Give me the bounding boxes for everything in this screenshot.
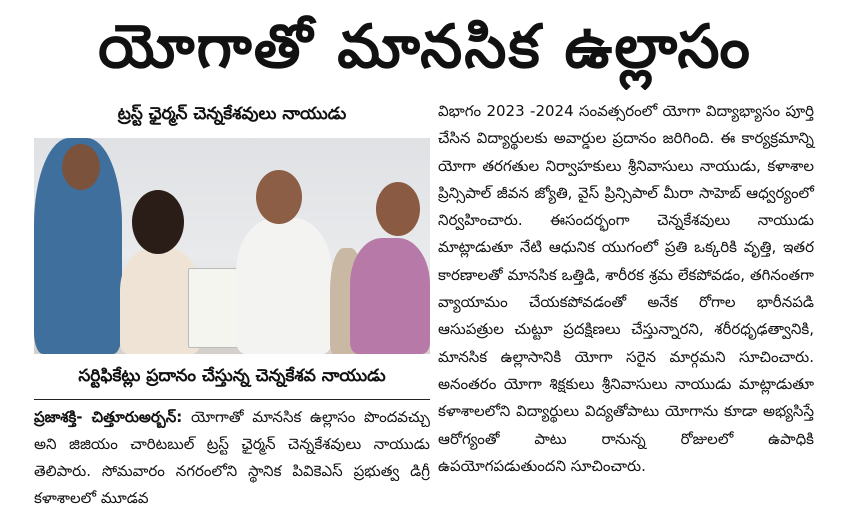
photo-caption: సర్టిఫికేట్లు ప్రదానం చేస్తున్న చెన్నకేశవ నాయుడు (78, 366, 386, 386)
photo-person-right (350, 238, 430, 354)
article-paragraph-left (34, 404, 430, 512)
article-text-left: యోగాతో మానసిక ఉల్లాసం పొందవచ్చు అని జిజియం చారిటబుల్ ట్రస్ట్ ఛైర్మన్ చెన్నకేశవులు నాయుడు తెలిపారు. సోమవారం నగరంలోని స్థానిక పివికెఎస్ ప్రభుత్వ డిగ్రీ కళాశాలలో మూడవ (34, 408, 430, 507)
article-column-left (34, 404, 430, 512)
news-photo (34, 138, 430, 354)
caption-divider (34, 399, 430, 400)
photo-person-student-head (132, 190, 184, 254)
photo-person-chairman-head (256, 170, 302, 224)
article-column-right (438, 98, 814, 480)
photo-person-chairman (236, 218, 332, 354)
article-text-right: విభాగం 2023 -2024 సంవత్సరంలో యోగా విద్యాభ్యాసం పూర్తి చేసిన విద్యార్థులకు అవార్డుల ప్రదానం జరిగింది. ఈ కార్యక్రమాన్ని యోగా తరగతుల నిర్వాహకులు శ్రీనివాసులు నాయుడు, కళాశాల ప్రిన్సిపాల్ జీవన జ్యోతి, వైస్ ప్రిన్సిపాల్ మీరా సాహెబ్ ఆధ్వర్యంలో నిర్వహించారు. ఈసందర్భంగా చెన్నకేశవులు నాయుడు మాట్లాడుతూ నేటి ఆధునిక యుగంలో ప్రతి ఒక్కరికి వృత్తి, ఇతర కారణాలతో మానసిక ఒత్తిడి, శారీరక శ్రమ లేకపోవడం, తగినంతగా వ్యాయామం చేయకపోవడంతో అనేక రోగాల భారీనపడి ఆసుపత్రుల చుట్టూ ప్రదక్షిణలు చేస్తున్నారని, శరీరధృఢత్వానికి, మానసిక ఉల్లాసానికి యోగా సరైన మార్గమని సూచించారు. అనంతరం యోగా శిక్షకులు శ్రీనివాసులు నాయుడు మాట్లాడుతూ కళాశాలలోని విద్యార్థులు విద్యతోపాటు యోగాను కూడా అభ్యసిస్తే ఆరోగ్యంతో పాటు రానున్న రోజులలో ఉపాధికి ఉపయోగపడుతుందని సూచించారు. (438, 102, 814, 475)
article-dateline: ప్రజాశక్తి- చిత్తూరుఅర్బన్: (34, 408, 183, 426)
photo-person-left-head (62, 144, 100, 190)
photo-person-right-head (376, 182, 420, 236)
subheadline: ట్రస్ట్ ఛైర్మన్ చెన్నకేశవులు నాయుడు (117, 104, 347, 124)
headline: యోగాతో మానసిక ఉల్లాసం (98, 12, 752, 82)
